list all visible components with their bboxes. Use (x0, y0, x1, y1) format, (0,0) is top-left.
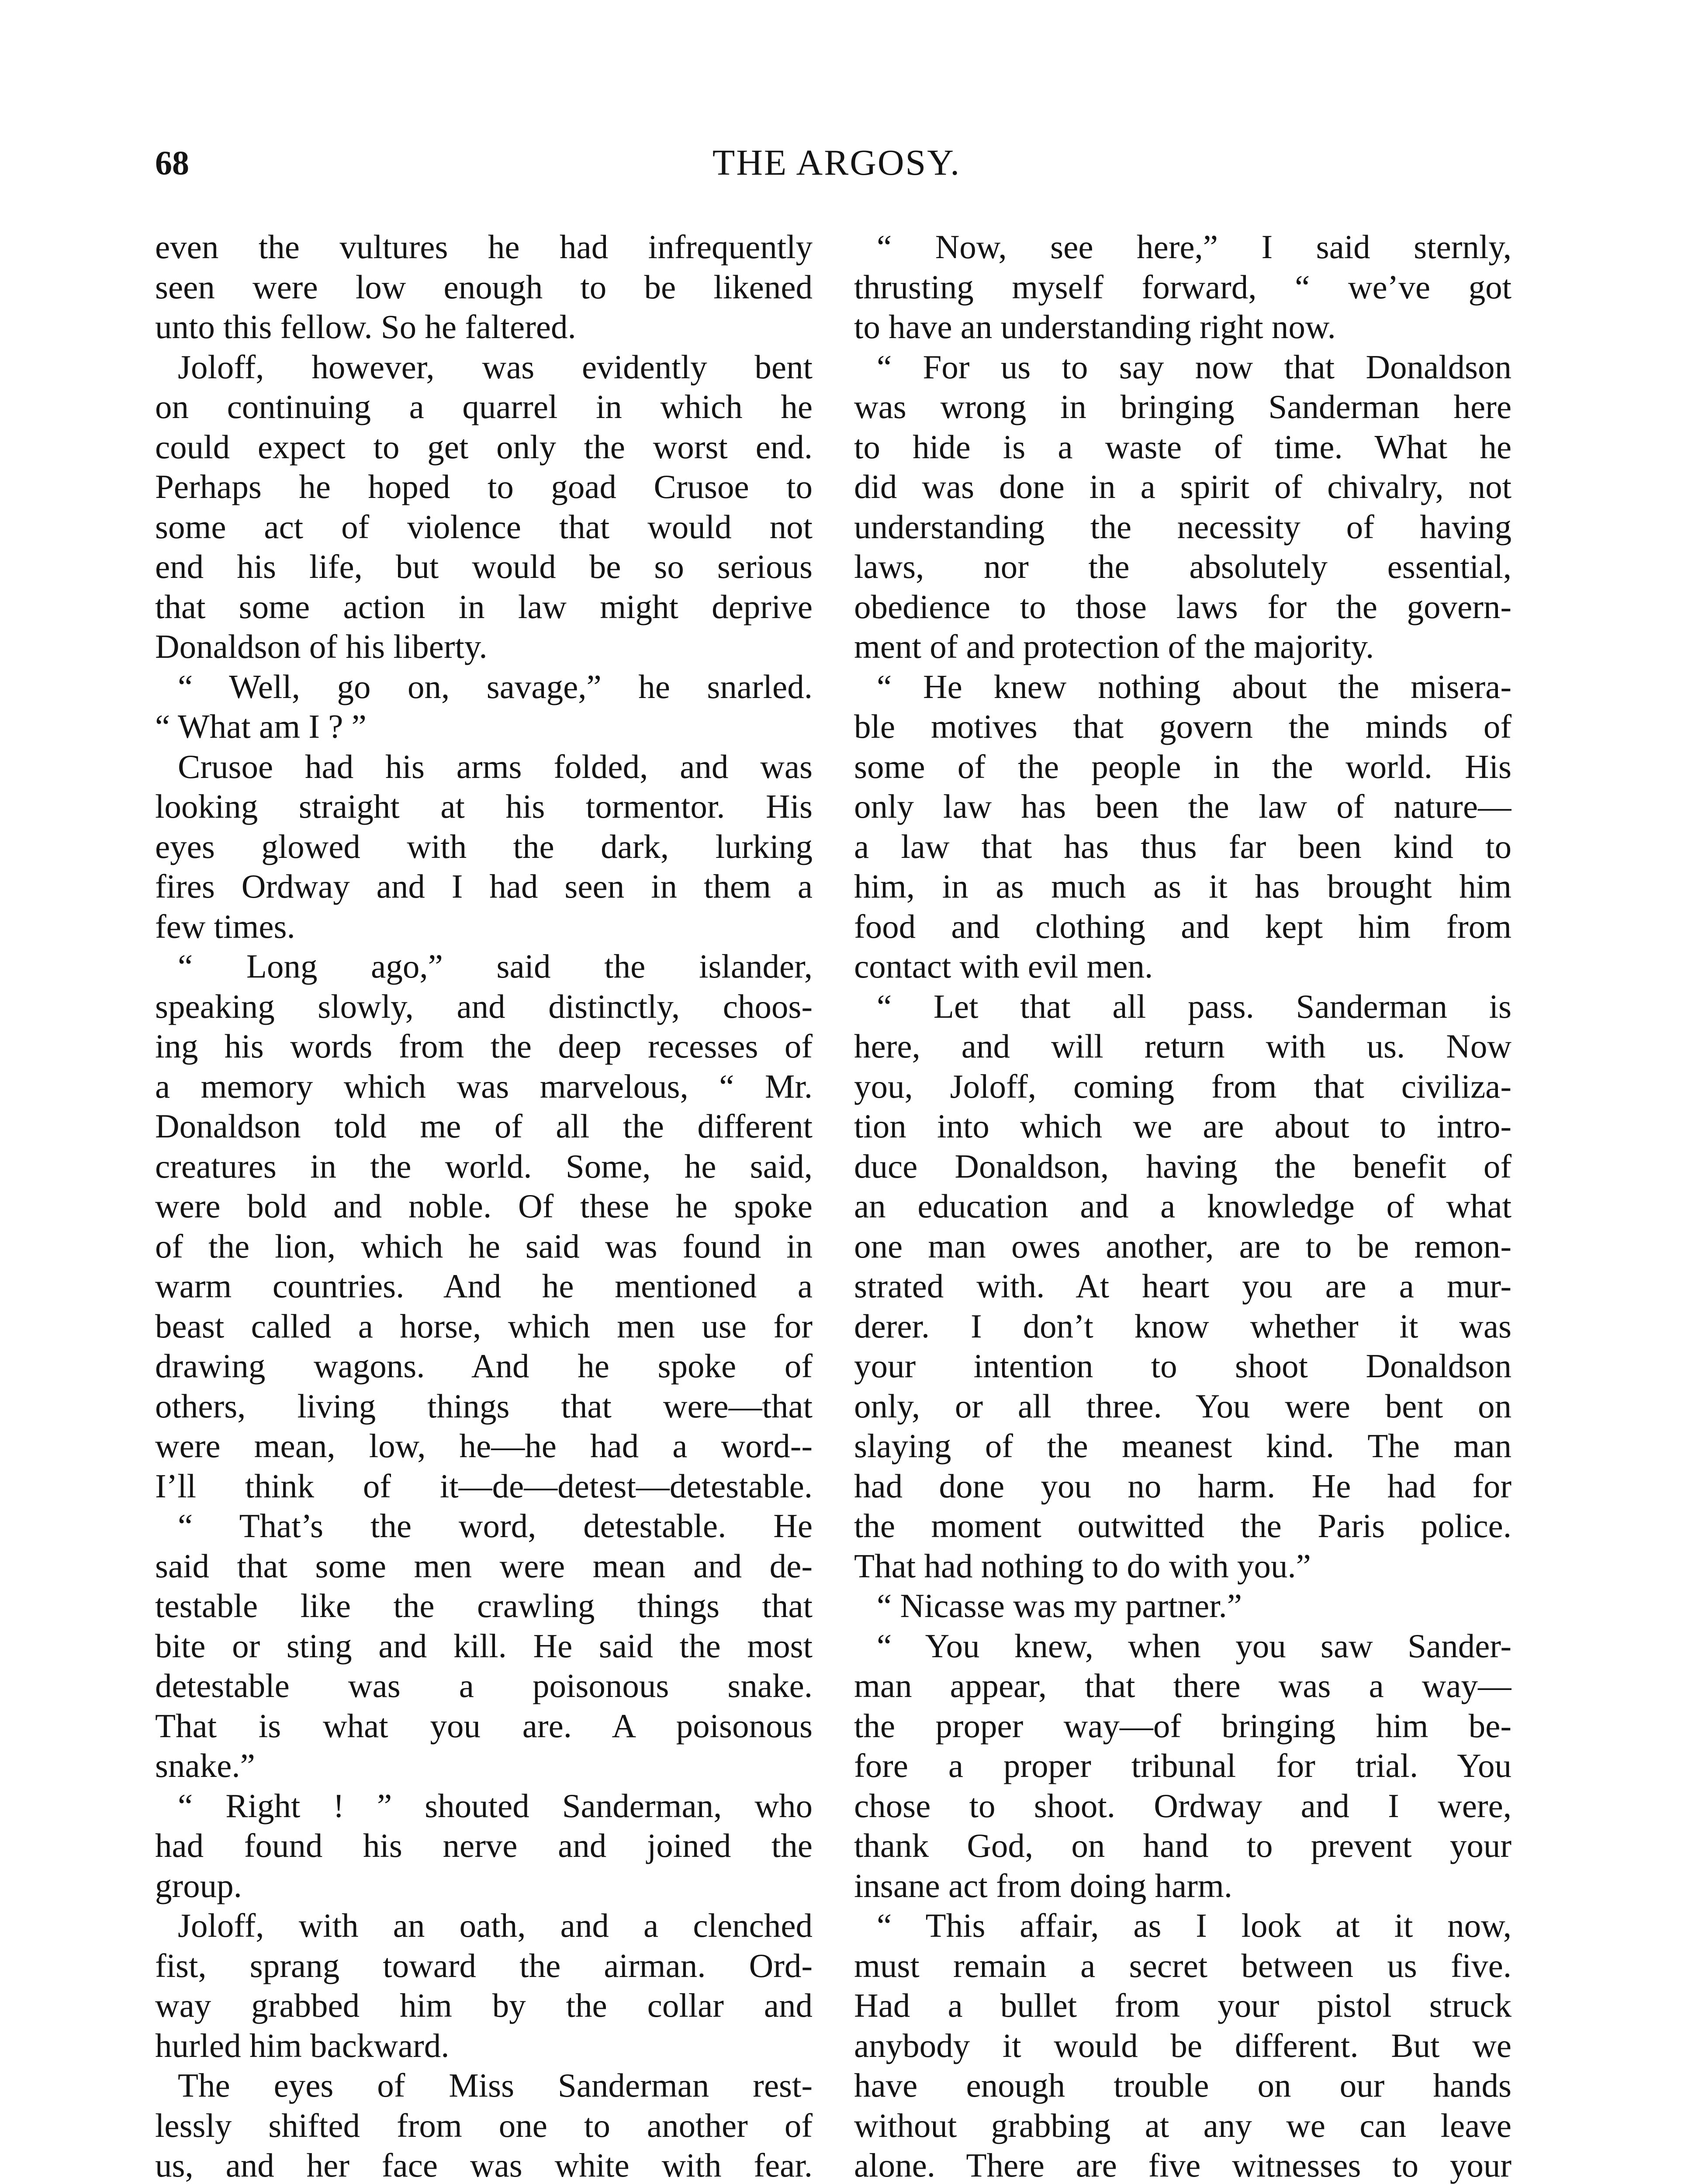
text-line: end his life, but would be so serious (155, 548, 813, 585)
text-line: lessly shifted from one to another of (155, 2106, 813, 2144)
text-line: “ That’s the word, detestable. He (178, 1507, 813, 1545)
text-line: could expect to get only the worst end. (155, 428, 813, 466)
text-line: tion into which we are about to intro- (854, 1107, 1512, 1145)
text-line: laws, nor the absolutely essential, (854, 548, 1512, 585)
text-line: thank God, on hand to prevent your (854, 1827, 1512, 1864)
text-line: That is what you are. A poisonous (155, 1707, 813, 1745)
text-line: way grabbed him by the collar and (155, 1987, 813, 2024)
text-line: some act of violence that would not (155, 508, 813, 546)
text-line: “ Now, see here,” I said sternly, (877, 228, 1512, 266)
text-line: ing his words from the deep recesses of (155, 1027, 813, 1065)
text-line: to have an understanding right now. (854, 308, 1336, 346)
text-line: Joloff, however, was evidently bent (178, 348, 813, 386)
text-line: warm countries. And he mentioned a (155, 1267, 813, 1305)
text-line: here, and will return with us. Now (854, 1027, 1512, 1065)
text-line: “ This affair, as I look at it now, (877, 1907, 1512, 1944)
text-line: a law that has thus far been kind to (854, 827, 1512, 865)
text-line: must remain a secret between us five. (854, 1946, 1512, 1984)
text-line: obedience to those laws for the govern- (854, 587, 1512, 625)
text-line: fist, sprang toward the airman. Ord- (155, 1946, 813, 1984)
text-line: Had a bullet from your pistol struck (854, 1987, 1512, 2024)
text-line: “ Let that all pass. Sanderman is (877, 987, 1512, 1025)
text-line: testable like the crawling things that (155, 1587, 813, 1624)
text-line: insane act from doing harm. (854, 1866, 1232, 1904)
text-line: looking straight at his tormentor. His (155, 788, 813, 825)
text-line: unto this fellow. So he faltered. (155, 308, 576, 346)
text-line: duce Donaldson, having the benefit of (854, 1147, 1512, 1185)
text-line: eyes glowed with the dark, lurking (155, 827, 813, 865)
text-line: others, living things that were—that (155, 1387, 813, 1425)
text-line: Joloff, with an oath, and a clenched (178, 1907, 813, 1944)
text-line: That had nothing to do with you.” (854, 1547, 1311, 1585)
text-line: had done you no harm. He had for (854, 1467, 1512, 1505)
text-line: to hide is a waste of time. What he (854, 428, 1512, 466)
text-line: food and clothing and kept him from (854, 907, 1512, 945)
text-line: strated with. At heart you are a mur- (854, 1267, 1512, 1305)
text-line: snake.” (155, 1747, 255, 1784)
text-line: alone. There are five witnesses to your (854, 2146, 1512, 2184)
text-line: “ Nicasse was my partner.” (877, 1587, 1242, 1624)
text-line: was wrong in bringing Sanderman here (854, 388, 1512, 425)
running-title: THE ARGOSY. (712, 142, 961, 183)
text-line: slaying of the meanest kind. The man (854, 1427, 1512, 1465)
text-line: were bold and noble. Of these he spoke (155, 1187, 813, 1225)
text-line: that some action in law might deprive (155, 587, 813, 625)
text-line: anybody it would be different. But we (854, 2026, 1512, 2064)
text-line: your intention to shoot Donaldson (854, 1347, 1512, 1385)
text-line: fore a proper tribunal for trial. You (854, 1747, 1512, 1784)
page-number: 68 (155, 144, 189, 182)
text-line: “ You knew, when you saw Sander- (877, 1627, 1512, 1665)
text-line: bite or sting and kill. He said the most (155, 1627, 813, 1665)
text-line: detestable was a poisonous snake. (155, 1667, 813, 1704)
text-line: contact with evil men. (854, 947, 1153, 985)
text-line: few times. (155, 907, 295, 945)
text-line: us, and her face was white with fear. (155, 2146, 813, 2184)
text-line: Donaldson told me of all the different (155, 1107, 813, 1145)
text-line: were mean, low, he—he had a word-- (155, 1427, 813, 1465)
text-line: ment of and protection of the majority. (854, 628, 1374, 665)
text-line: Crusoe had his arms folded, and was (178, 747, 813, 785)
text-line: I’ll think of it—de—detest—detestable. (155, 1467, 813, 1505)
text-line: on continuing a quarrel in which he (155, 388, 813, 425)
text-line: understanding the necessity of having (854, 508, 1512, 546)
text-line: the proper way—of bringing him be- (854, 1707, 1512, 1745)
text-line: only law has been the law of nature— (854, 788, 1512, 825)
text-line: Perhaps he hoped to goad Crusoe to (155, 468, 813, 505)
text-line: “ Long ago,” said the islander, (178, 947, 813, 985)
text-line: creatures in the world. Some, he said, (155, 1147, 813, 1185)
text-line: “ Right ! ” shouted Sanderman, who (178, 1787, 813, 1825)
text-line: of the lion, which he said was found in (155, 1227, 813, 1265)
text-line: even the vultures he had infrequently (155, 228, 813, 266)
text-line: a memory which was marvelous, “ Mr. (155, 1067, 813, 1105)
text-line: the moment outwitted the Paris police. (854, 1507, 1512, 1545)
page-header (155, 139, 1518, 187)
text-line: “ Well, go on, savage,” he snarled. (178, 667, 813, 705)
text-line: had found his nerve and joined the (155, 1827, 813, 1864)
text-line: chose to shoot. Ordway and I were, (854, 1787, 1512, 1825)
text-line: Donaldson of his liberty. (155, 628, 488, 665)
text-line: one man owes another, are to be remon- (854, 1227, 1512, 1265)
text-line: drawing wagons. And he spoke of (155, 1347, 813, 1385)
text-line: thrusting myself forward, “ we’ve got (854, 268, 1512, 306)
text-line: speaking slowly, and distinctly, choos- (155, 987, 813, 1025)
text-line: seen were low enough to be likened (155, 268, 813, 306)
text-line: have enough trouble on our hands (854, 2067, 1512, 2104)
text-line: group. (155, 1866, 242, 1904)
text-line: ble motives that govern the minds of (854, 708, 1512, 745)
text-line: “ For us to say now that Donaldson (877, 348, 1512, 386)
text-line: fires Ordway and I had seen in them a (155, 867, 813, 905)
text-line: “ He knew nothing about the misera- (877, 667, 1512, 705)
text-line: an education and a knowledge of what (854, 1187, 1512, 1225)
text-line: said that some men were mean and de- (155, 1547, 813, 1585)
text-line: you, Joloff, coming from that civiliza- (854, 1067, 1512, 1105)
text-line: without grabbing at any we can leave (854, 2106, 1512, 2144)
text-line: derer. I don’t know whether it was (854, 1307, 1512, 1345)
text-line: The eyes of Miss Sanderman rest- (178, 2067, 813, 2104)
text-line: hurled him backward. (155, 2026, 450, 2064)
text-column-left (155, 227, 813, 2184)
text-line: did was done in a spirit of chivalry, not (854, 468, 1512, 505)
text-line: only, or all three. You were bent on (854, 1387, 1512, 1425)
text-line: “ What am I ? ” (155, 708, 367, 745)
text-line: beast called a horse, which men use for (155, 1307, 813, 1345)
text-column-right (854, 227, 1512, 2184)
text-line: man appear, that there was a way— (854, 1667, 1512, 1704)
text-line: him, in as much as it has brought him (854, 867, 1512, 905)
text-line: some of the people in the world. His (854, 747, 1512, 785)
